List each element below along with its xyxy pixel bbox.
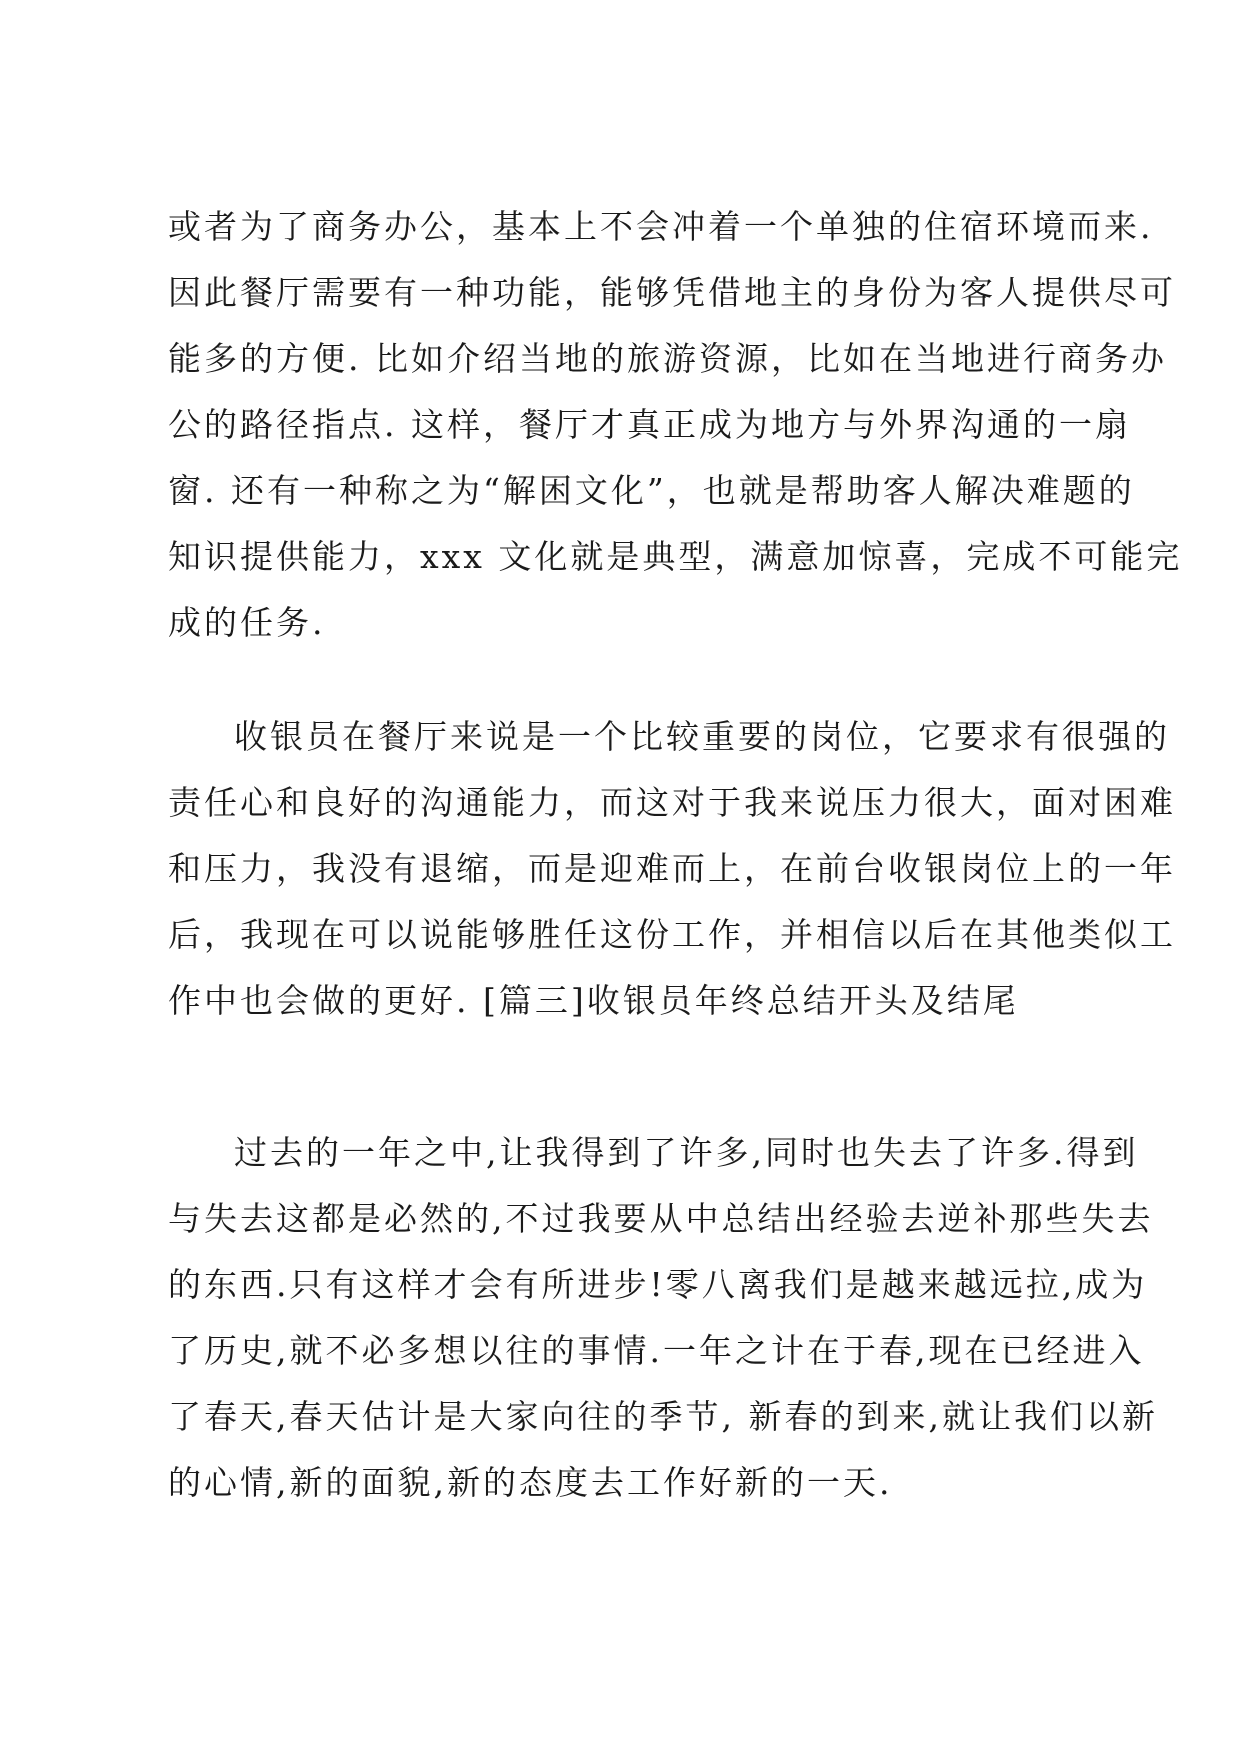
text-line: 责任心和良好的沟通能力，而这对于我来说压力很大，面对困难 xyxy=(168,783,1176,822)
text-line: 过去的一年之中,让我得到了许多,同时也失去了许多.得到 xyxy=(234,1133,1139,1172)
text-line: 窗. 还有一种称之为“解困文化”，也就是帮助客人解决难题的 xyxy=(168,471,1135,510)
text-line: 成的任务. xyxy=(168,603,326,642)
text-line: 公的路径指点. 这样，餐厅才真正成为地方与外界沟通的一扇 xyxy=(168,405,1131,444)
text-line: 收银员在餐厅来说是一个比较重要的岗位，它要求有很强的 xyxy=(234,717,1170,756)
text-line: 后，我现在可以说能够胜任这份工作，并相信以后在其他类似工 xyxy=(168,915,1176,954)
text-line: 或者为了商务办公，基本上不会冲着一个单独的住宿环境而来. xyxy=(168,207,1154,246)
paragraph-2 xyxy=(168,704,1176,1034)
text-line: 能多的方便. 比如介绍当地的旅游资源，比如在当地进行商务办 xyxy=(168,339,1167,378)
text-line: 知识提供能力，xxx 文化就是典型，满意加惊喜，完成不可能完 xyxy=(168,537,1183,576)
text-line: 的东西.只有这样才会有所进步!零八离我们是越来越远拉,成为 xyxy=(168,1265,1148,1304)
text-line: 和压力，我没有退缩，而是迎难而上，在前台收银岗位上的一年 xyxy=(168,849,1176,888)
paragraph-3 xyxy=(168,1120,1158,1516)
text-line: 与失去这都是必然的,不过我要从中总结出经验去逆补那些失去 xyxy=(168,1199,1154,1238)
text-line: 了历史,就不必多想以往的事情.一年之计在于春,现在已经进入 xyxy=(168,1331,1145,1370)
text-line: 的心情,新的面貌,新的态度去工作好新的一天. xyxy=(168,1463,893,1502)
text-line: 了春天,春天估计是大家向往的季节, 新春的到来,就让我们以新 xyxy=(168,1397,1158,1436)
paragraph-1 xyxy=(168,194,1183,656)
text-line: 作中也会做的更好. [篇三]收银员年终总结开头及结尾 xyxy=(168,981,1019,1020)
text-line: 因此餐厅需要有一种功能，能够凭借地主的身份为客人提供尽可 xyxy=(168,273,1176,312)
